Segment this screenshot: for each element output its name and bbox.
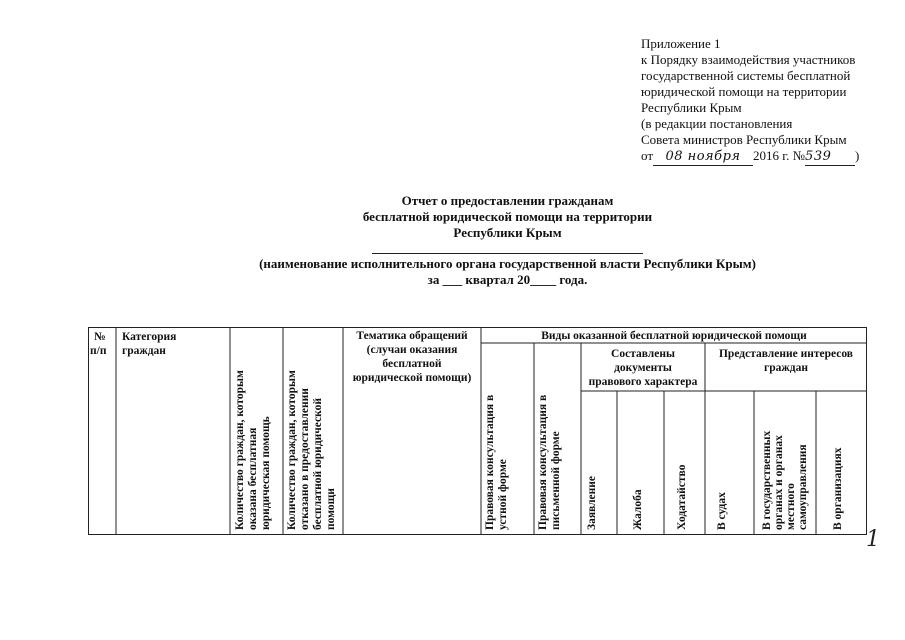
col-topic-line: (случаи оказания bbox=[366, 344, 458, 356]
appendix-line: к Порядку взаимодействия участников bbox=[641, 52, 856, 67]
col-complaint: Жалоба bbox=[632, 489, 644, 530]
appendix-date-line bbox=[641, 148, 896, 166]
title-line-1: Отчет о предоставлении гражданам bbox=[401, 193, 614, 208]
col-refused-line: помощи bbox=[325, 488, 337, 530]
title-line-3: Республики Крым bbox=[453, 225, 562, 240]
appendix-line: государственной системы бесплатной bbox=[641, 68, 851, 83]
col-num-line: п/п bbox=[90, 345, 107, 357]
col-gov-line: В государственных bbox=[761, 430, 773, 530]
org-name-underline bbox=[372, 247, 643, 254]
repr-header-line: граждан bbox=[764, 362, 808, 374]
col-oral bbox=[484, 395, 509, 530]
report-table bbox=[88, 327, 868, 542]
report-table-grid bbox=[88, 327, 868, 537]
appendix-line: Совета министров Республики Крым bbox=[641, 132, 847, 147]
col-provided-line: Количество граждан, которым bbox=[234, 370, 246, 530]
col-topic-line: юридической помощи) bbox=[352, 372, 472, 384]
col-topic-line: Тематика обращений bbox=[356, 330, 468, 342]
col-gov-line: органах и органах bbox=[773, 435, 785, 530]
group-header: Виды оказанной бесплатной юридической помощи bbox=[541, 330, 807, 342]
col-written-line: письменной форме bbox=[550, 431, 562, 530]
docs-header-line: правового характера bbox=[588, 376, 698, 388]
col-oral-line: Правовая консультация в bbox=[484, 394, 496, 530]
col-num-line: № bbox=[94, 331, 106, 343]
docs-header-line: документы bbox=[614, 362, 672, 374]
col-refused-line: отказано в предоставлении bbox=[299, 388, 311, 530]
handwritten-date: 08 ноября bbox=[653, 149, 753, 166]
col-gov bbox=[761, 431, 809, 530]
col-refused-line: бесплатной юридической bbox=[312, 398, 324, 530]
title-line-2: бесплатной юридической помощи на территории bbox=[362, 209, 653, 224]
col-written bbox=[537, 395, 562, 530]
col-gov-line: самоуправления bbox=[797, 444, 809, 530]
col-statement: Заявление bbox=[586, 475, 598, 530]
col-oral-line: устной форме bbox=[497, 459, 509, 530]
closing-paren: ) bbox=[855, 148, 860, 163]
report-title bbox=[200, 193, 815, 288]
col-courts: В судах bbox=[716, 492, 728, 530]
col-category-line: граждан bbox=[122, 345, 166, 357]
col-topic-line: бесплатной bbox=[382, 358, 442, 370]
col-refused-line: Количество граждан, которым bbox=[286, 370, 298, 530]
org-caption: (наименование исполнительного органа государственной власти Республики Крым) bbox=[259, 256, 756, 271]
col-provided-line: юридическая помощь bbox=[260, 416, 272, 530]
date-prefix: от bbox=[641, 148, 654, 163]
docs-header-line: Составлены bbox=[611, 348, 675, 360]
handwritten-number: 539 bbox=[805, 149, 855, 166]
col-topic bbox=[353, 330, 472, 384]
appendix-block bbox=[641, 36, 896, 166]
col-gov-line: местного bbox=[785, 483, 797, 530]
col-orgs: В организациях bbox=[832, 447, 844, 530]
repr-header bbox=[719, 348, 853, 374]
col-written-line: Правовая консультация в bbox=[537, 394, 549, 530]
page-number: 1 bbox=[866, 527, 880, 552]
col-refused bbox=[286, 370, 337, 530]
col-category-line: Категория bbox=[122, 331, 177, 343]
docs-header bbox=[589, 348, 698, 388]
col-provided-line: оказана бесплатная bbox=[247, 427, 259, 530]
appendix-line: Приложение 1 bbox=[641, 36, 721, 51]
appendix-line: юридической помощи на территории bbox=[641, 84, 847, 99]
appendix-line: Республики Крым bbox=[641, 100, 742, 115]
col-petition: Ходатайство bbox=[676, 464, 688, 530]
appendix-line: (в редакции постановления bbox=[641, 116, 793, 131]
repr-header-line: Представление интересов bbox=[718, 348, 854, 360]
report-period: за ___ квартал 20____ года. bbox=[427, 272, 588, 287]
col-provided bbox=[234, 370, 272, 530]
year-text: 2016 г. № bbox=[753, 148, 806, 163]
